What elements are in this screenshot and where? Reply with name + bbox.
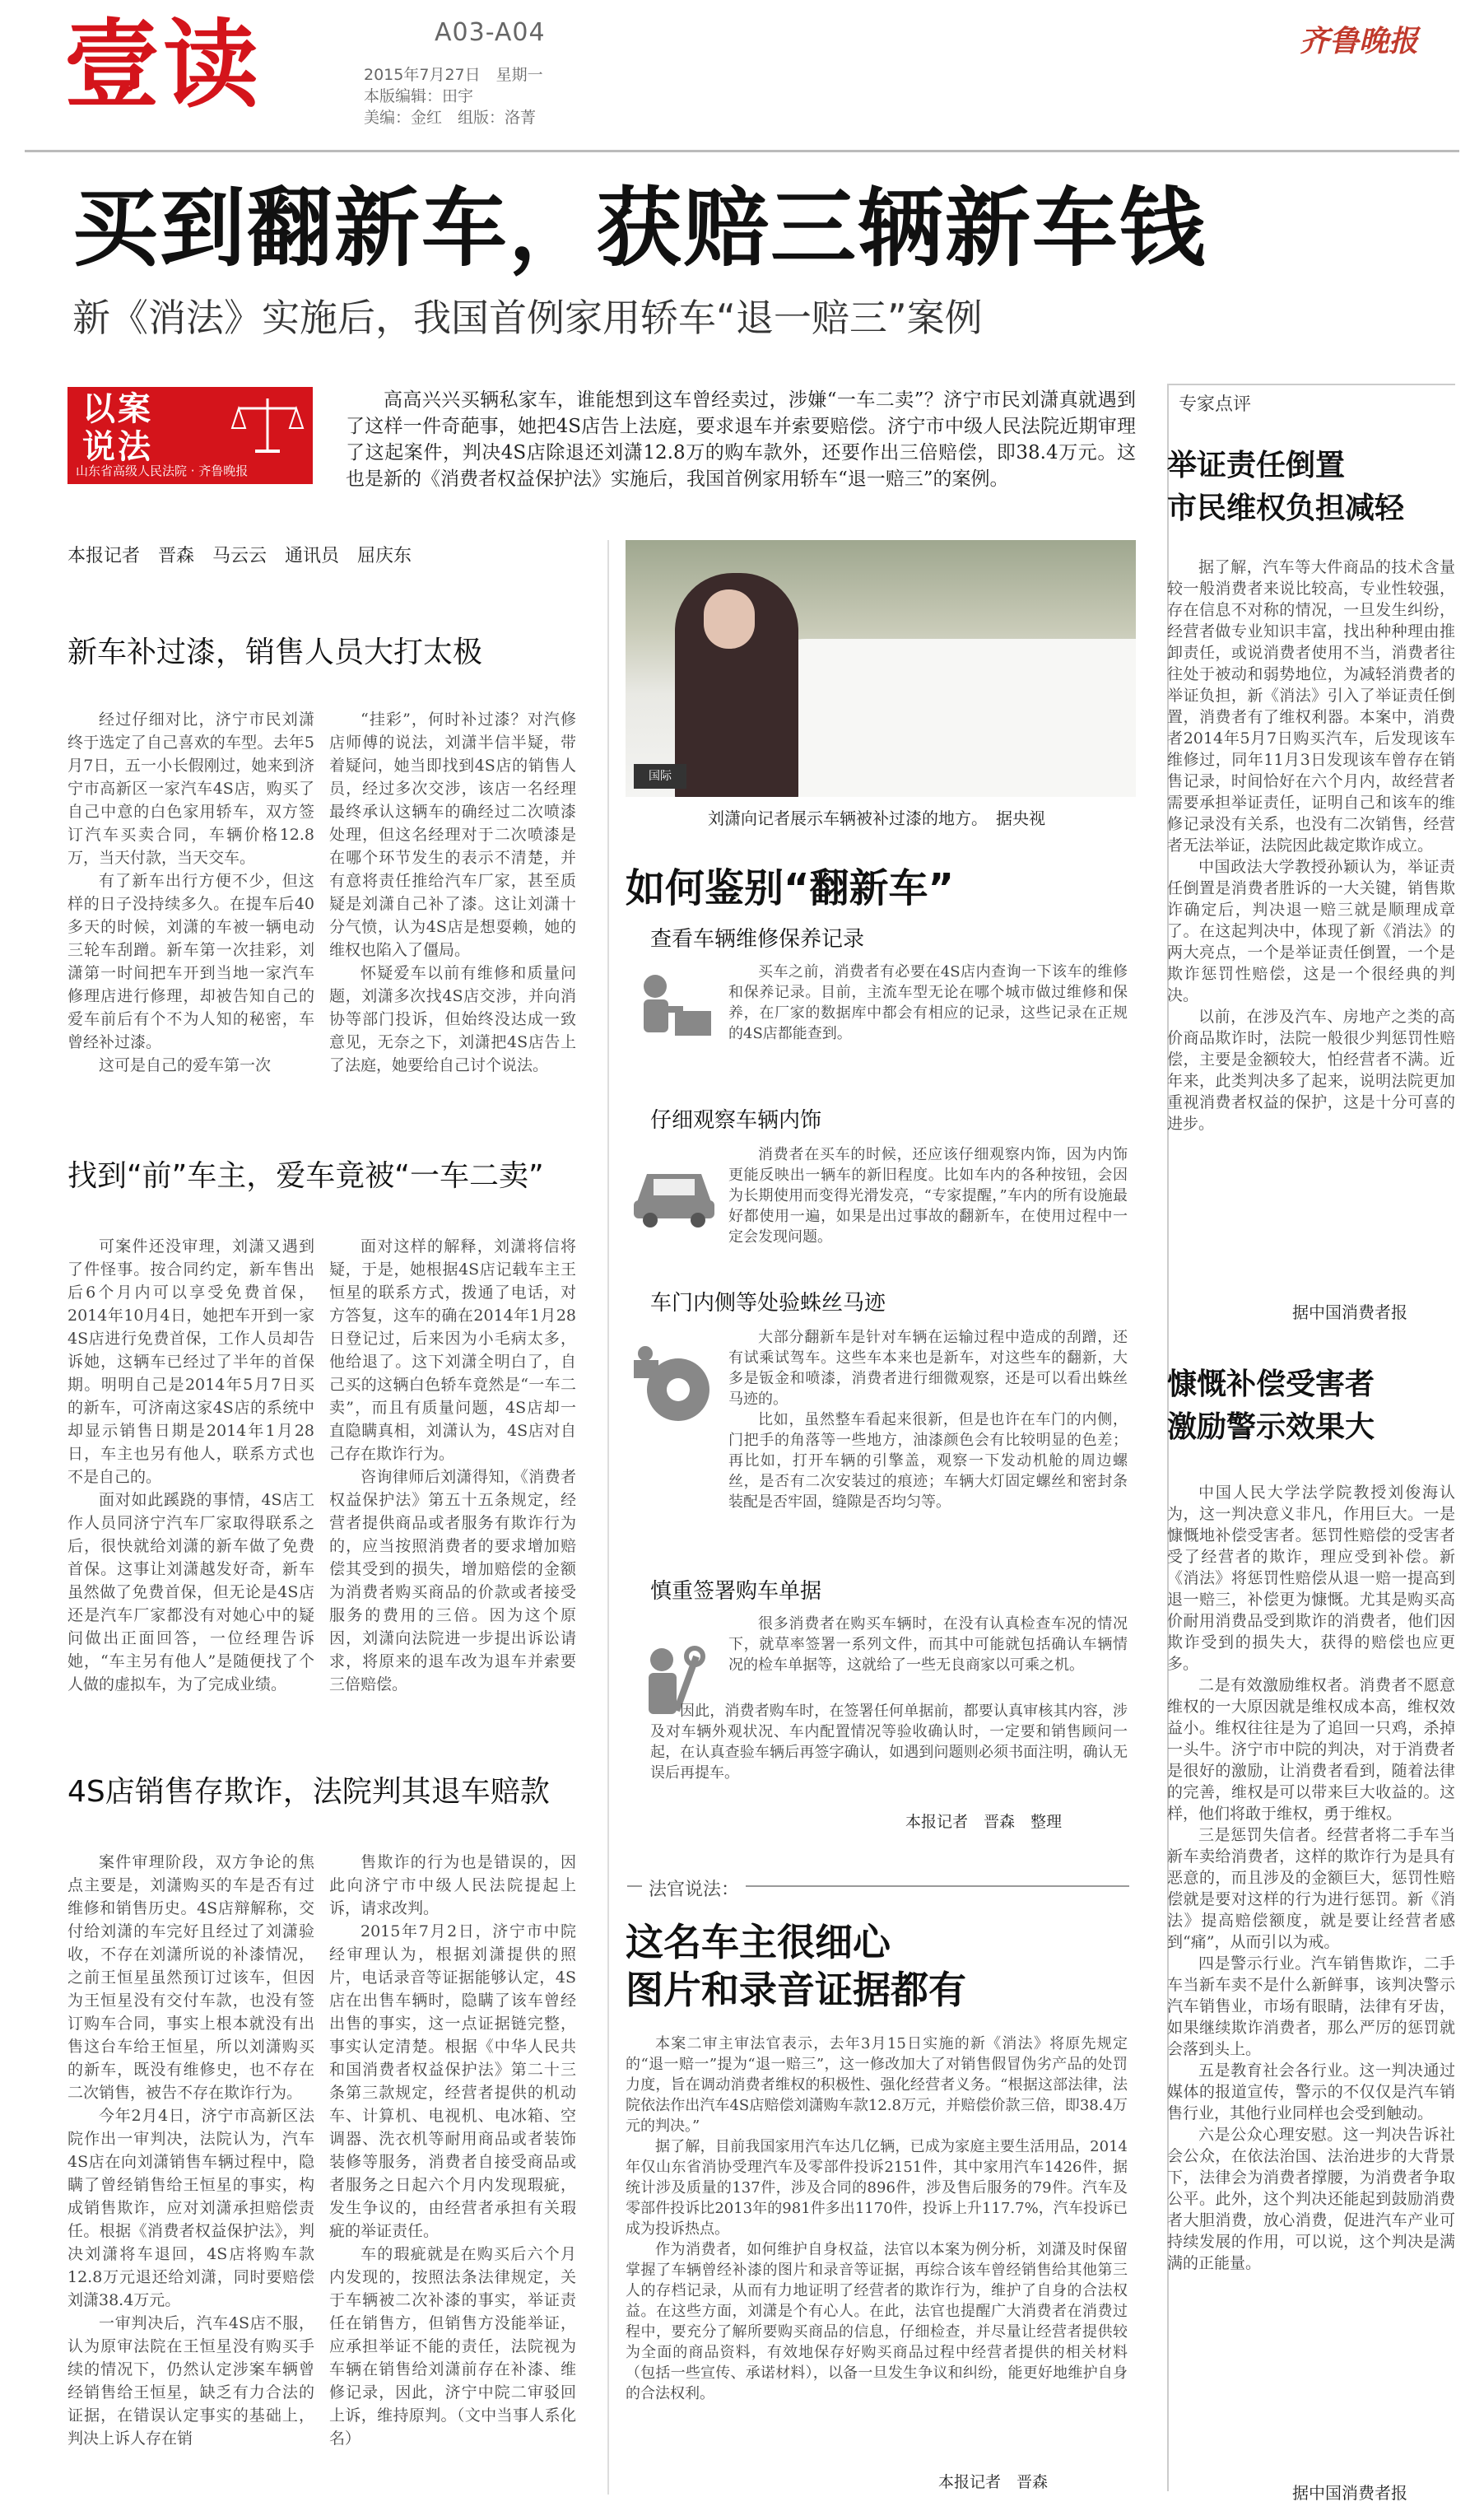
tip-title: 慎重签署购车单据: [650, 1579, 822, 1604]
tip-body: [728, 962, 1128, 1044]
face-shape: [704, 589, 755, 649]
expert-article-body: [1167, 557, 1455, 1134]
paragraph: 作为消费者，如何维护自身权益，法官以本案为例分析，刘潇及时保留掌握了车辆曾经补漆的图片和录音等证据，再综合该车曾经销售给其他第三人的存档记录，从而有力地证明了经营者的欺诈行为，维护了自身的合法权益。在这些方面，刘潇是个有心人。在此，法官也提醒广大消费者在消费过程中，要充分了解所要购买商品的信息，仔细检查，并尽量让经营者提供较为全面的商品资料，有效地保存好购买商品过程中经营者提供的相关材料（包括一些宣传、承诺材料），以备一旦发生争议和纠纷，能更好地维护自身的合法权利。: [626, 2241, 1128, 2402]
judge-tag: 法官说法：: [642, 1875, 746, 1901]
article-column: [329, 1851, 576, 2495]
article-column: [67, 708, 314, 1111]
column-logo: [67, 387, 313, 484]
paragraph: 可案件还没审理，刘潇又遇到了件怪事。按合同约定，新车售出后6个月内可以享受免费首保，2014年10月4日，她把车开到一家4S店进行免费首保，工作人员却告诉她，这辆车已经过了半年的首保期。明明自己是2014年5月7日买的新车，可济南这家4S店的系统中却显示销售日期是2014年1月28日，车主也另有他人，联系方式也不是自己的。: [67, 1237, 314, 1486]
news-photo: [626, 540, 1136, 797]
paragraph: 中国人民大学法学院教授刘俊海认为，这一判决意义非凡，作用巨大。一是慷慨地补偿受害者。惩罚性赔偿的受害者受了经营者的欺诈，理应受到补偿。新《消法》将惩罚性赔偿从退一赔一提高到退一赔三，补偿更为慷慨。尤其是购买高价耐用消费品受到欺诈的消费者，他们因欺诈受到的损失大，获得的赔偿也应更多。: [1167, 1484, 1455, 1673]
tip-body: [728, 1327, 1128, 1512]
article-column: [67, 1235, 314, 1737]
tv-logo: 国际: [634, 764, 686, 789]
column-divider: [607, 540, 609, 2495]
column-logo-title: 以案 说法: [82, 390, 153, 466]
section-title: 4S店销售存欺诈，法院判其退车赔款: [67, 1775, 550, 1809]
tips-credit: 本报记者 晋森 整理: [905, 1813, 1063, 1831]
paragraph: 今年2月4日，济宁市高新区法院作出一审判决，法院认为，汽车4S店在向刘潇销售车辆过程中，隐瞒了曾经销售给王恒星的事实，构成销售欺诈，应对刘潇承担赔偿责任。根据《消费者权益保护法》，判决刘潇将车退回，4S店将购车款12.8万元退还给刘潇，同时要赔偿刘潇38.4万元。: [67, 2107, 314, 2309]
paragraph: 本案二审主审法官表示，去年3月15日实施的新《消法》将原先规定的“退一赔一”提为“退一赔三”，这一修改加大了对销售假冒伪劣产品的处罚力度，旨在调动消费者维权的积极性、强化经营者义务。“根据这部法律，法院依法作出汽车4S店赔偿刘潇购车款12.8万元，并赔偿价款三倍，即38.4万元的判决。”: [626, 2035, 1128, 2135]
tip-body: [728, 1144, 1128, 1247]
judge-body: [626, 2033, 1128, 2404]
paragraph: 二是有效激励维权者。消费者不愿意维权的一大原因就是维权成本高，维权效益小。维权往往是为了追回一只鸡，杀掉一头牛。济宁市中院的判决，对于消费者是很好的激励，让消费者看到，随着法律的完善，维权是可以带来巨大收益的。这样，他们将敢于维权，勇于维权。: [1167, 1676, 1455, 1823]
issue-date: 2015年7月27日 星期一: [364, 66, 543, 84]
paragraph: 三是惩罚失信者。经营者将二手车当新车卖给消费者，这样的欺诈行为是具有恶意的，而且涉及的金额巨大，惩罚性赔偿就是要对这样的行为进行惩罚。新《消法》提高赔偿额度，就是要让经营者感到“痛”，从而引以为戒。: [1167, 1826, 1455, 1951]
tips-title: 如何鉴别“翻新车”: [626, 865, 955, 911]
paragraph: 车的瑕疵就是在购买后六个月内发现的，按照法条法律规定，关于车辆被二次补漆的事实，举证责任在销售方，但销售方没能举证，应承担举证不能的责任，法院视为车辆在销售给刘潇前存在补漆、维修记录，因此，济宁中院二审驳回上诉，维持原判。（文中当事人系化名）: [329, 2245, 576, 2448]
paragraph: 面对这样的解释，刘潇将信将疑，于是，她根据4S店记载车主王恒星的联系方式，拨通了电话，对方答复，这车的确在2014年1月28日登记过，后来因为小毛病太多，他给退了。这下刘潇全明白了，自己买的这辆白色轿车竟然是“一车二卖”，而且有质量问题，4S店却一直隐瞒真相，刘潇认为，4S店对自己存在欺诈行为。: [329, 1237, 576, 1463]
paragraph: 咨询律师后刘潇得知，《消费者权益保护法》第五十五条规定，经营者提供商品或者服务有欺诈行为的，应当按照消费者的要求增加赔偿其受到的损失，增加赔偿的金额为消费者购买商品的价款或者接受服务的费用的三倍。因为这个原因，刘潇向法院进一步提出诉讼请求，将原来的退车改为退车并索要三倍赔偿。: [329, 1468, 576, 1693]
paragraph: 售欺诈的行为也是错误的，因此向济宁市中级人民法院提起上诉，请求改判。: [329, 1853, 576, 1917]
column-logo-caption: 山东省高级人民法院 · 齐鲁晚报: [76, 464, 249, 478]
tip-body: [728, 1614, 1128, 1675]
expert-article-body: [1167, 1482, 1455, 2274]
paragraph: 很多消费者在购买车辆时，在没有认真检查车况的情况下，就草率签署一系列文件，而其中可能就包括确认车辆情况的检车单据等，这就给了一些无良商家以可乘之机。: [728, 1615, 1128, 1674]
scales-of-justice-icon: [230, 394, 305, 459]
paragraph: 五是教育社会各行业。这一判决通过媒体的报道宣传，警示的不仅仅是汽车销售行业，其他行业同样也会受到触动。: [1167, 2061, 1455, 2122]
header-divider: [25, 150, 1459, 152]
expert-source: 据中国消费者报: [1292, 1302, 1407, 1322]
tip-title: 查看车辆维修保养记录: [650, 927, 865, 952]
paragraph: 有了新车出行方便不少，但这样的日子没持续多久。在提车后40多天的时候，刘潇的车被一辆电动三轮车刮蹭。新车第一次挂彩，刘潇第一时间把车开到当地一家汽车修理店进行修理，却被告知自己的爱车前后有个不为人知的秘密，车曾经补过漆。: [67, 872, 314, 1051]
paragraph: 大部分翻新车是针对车辆在运输过程中造成的刮蹭，还有试乘试驾车。这些车本来也是新车，对这些车的翻新，大多是钣金和喷漆，消费者进行细微观察，还是可以看出蛛丝马迹的。: [728, 1329, 1128, 1408]
expert-tag: 专家点评: [1179, 394, 1252, 415]
paragraph: 买车之前，消费者有必要在4S店内查询一下该车的维修和保养记录。目前，主流车型无论在哪个城市做过维修和保养，在厂家的数据库中都会有相应的记录，这些记录在正规的4S店都能查到。: [728, 963, 1128, 1042]
mechanic-icon: [629, 963, 719, 1054]
article-column: [329, 708, 576, 1111]
page-range: A03-A04: [435, 18, 546, 47]
newspaper-logo: 齐鲁晚报: [1299, 24, 1418, 58]
paragraph: 据了解，汽车等大件商品的技术含量较一般消费者来说比较高，专业性较强，存在信息不对称的情况，一旦发生纠纷，经营者做专业知识丰富，找出种种理由推卸责任，或说消费者使用不当，消费者往往处于被动和弱势地位，为减轻消费者的举证负担，新《消法》引入了举证责任倒置，消费者有了维权利器。本案中，消费者2014年5月7日购买汽车，后发现该车维修过，同年11月3日发现该车曾存在销售记录，时间恰好在六个月内，故经营者需要承担举证责任，证明自己和该车的维修记录没有关系，也没有二次销售，经营者无法举证，法院因此裁定欺诈成立。: [1167, 558, 1455, 855]
paragraph: 怀疑爱车以前有维修和质量问题，刘潇多次找4S店交涉，并向消协等部门投诉，但始终没达成一致意见，无奈之下，刘潇把4S店告上了法庭，她要给自己讨个说法。: [329, 964, 576, 1074]
lead-paragraph: 高高兴兴买辆私家车，谁能想到这车曾经卖过，涉嫌“一车二卖”？济宁市民刘潇真就遇到了这样一件奇葩事，她把4S店告上法庭，要求退车并索要赔偿。济宁市中级人民法院近期审理了这起案件，判决4S店除退还刘潇12.8万的购车款外，还要作出三倍赔偿，即38.4万元。这也是新的《消费者权益保护法》实施后，我国首例家用轿车“退一赔三”的案例。: [346, 389, 1136, 490]
paragraph: 经过仔细对比，济宁市民刘潇终于选定了自己喜欢的车型。去年5月7日，五一小长假刚过，她来到济宁市高新区一家汽车4S店，购买了自己中意的白色家用轿车，双方签订汽车买卖合同，车辆价格12.8万，当天付款，当天交车。: [67, 710, 314, 867]
paragraph: 比如，虽然整车看起来很新，但是也许在车门的内侧，门把手的角落等一些地方，油漆颜色会有比较明显的色差；再比如，打开车辆的引擎盖，观察一下发动机舱的周边螺丝，是否有二次安装过的痕迹；车辆大灯固定螺丝和密封条装配是否牢固，缝隙是否均匀等。: [728, 1411, 1128, 1511]
tip-title: 仔细观察车辆内饰: [650, 1108, 822, 1133]
car-shape: [757, 639, 1136, 797]
headline: 买到翻新车，获赔三辆新车钱: [72, 178, 1207, 278]
paragraph: 四是警示行业。汽车销售欺诈，二手车当新车卖不是什么新鲜事，该判决警示汽车销售业，市场有眼睛，法律有牙齿，如果继续欺诈消费者，那么严厉的惩罚就会落到头上。: [1167, 1954, 1455, 2058]
tip-title: 车门内侧等处验蛛丝马迹: [650, 1291, 886, 1316]
judge-credit: 本报记者 晋森: [938, 2473, 1049, 2491]
byline: 本报记者 晋森 马云云 通讯员 屈庆东: [67, 546, 412, 566]
paragraph: 以前，在涉及汽车、房地产之类的高价商品欺诈时，法院一般很少判惩罚性赔偿，主要是金额较大，怕经营者不满。近年来，此类判决多了起来，说明法院更加重视消费者权益的保护，这是十分可喜的进步。: [1167, 1008, 1455, 1133]
section-title: 新车补过漆，销售人员大打太极: [67, 636, 483, 669]
paragraph: 因此，消费者购车时，在签署任何单据前，都要认真审核其内容，涉及对车辆外观状况、车内配置情况等验收确认时，一定要和销售顾问一起，在认真查验车辆后再签字确认，如遇到问题则必须书面注明，确认无误后再提车。: [650, 1703, 1128, 1782]
article-column: [67, 1851, 314, 2495]
paragraph: 消费者在买车的时候，还应该仔细观察内饰，因为内饰更能反映出一辆车的新旧程度。比如车内的各种按钮，会因为长期使用而变得光滑发亮，“专家提醒，”车内的所有设施最好都使用一遍，如果是出过事故的翻新车，在使用过程中一定会发现问题。: [728, 1146, 1128, 1246]
article-column: [329, 1235, 576, 1737]
paragraph: 这可是自己的爱车第一次: [99, 1056, 272, 1074]
paragraph: 面对如此蹊跷的事情，4S店工作人员同济宁汽车厂家取得联系之后，很快就给刘潇的新车做了免费首保。这事让刘潇越发好奇，新车虽然做了免费首保，但无论是4S店还是汽车厂家都没有对她心中的疑问做出正面回答，一位经理告诉她，“车主另有他人”是随便找了个人做的虚拟车，为了完成业绩。: [67, 1491, 314, 1693]
wheel-gear-icon: [629, 1342, 719, 1433]
paragraph: “挂彩”，何时补过漆？对汽修店师傅的说法，刘潇半信半疑，带着疑问，她当即找到4S店的销售人员，经过多次交涉，该店一名经理最终承认这辆车的确经过二次喷漆处理，但这名经理对于二次喷漆是在哪个环节发生的表示不清楚，并有意将责任推给汽车厂家，甚至质疑是刘潇自己补了漆。这让刘潇十分气愤，认为4S店是想耍赖，她的维权也陷入了僵局。: [329, 710, 576, 959]
paragraph: 案件审理阶段，双方争论的焦点主要是，刘潇购买的车是否有过维修和销售历史。4S店辩解称，交付给刘潇的车完好且经过了刘潇验收，不存在刘潇所说的补漆情况，之前王恒星虽然预订过该车，但因为王恒星没有交付车款，也没有签订购车合同，事实上根本就没有出售这台车给王恒星，所以刘潇购买的新车，既没有维修史，也不存在二次销售，被告不存在欺诈行为。: [67, 1853, 314, 2102]
tip-body: [650, 1701, 1128, 1783]
expert-article-title: 举证责任倒置 市民维权负担减轻: [1167, 449, 1405, 525]
paragraph: 据了解，目前我国家用汽车达几亿辆，已成为家庭主要生活用品，2014年仅山东省消协受理汽车及零部件投诉2151件，其中家用汽车1426件，据统计涉及质量的137件，涉及合同的896件，涉及售后服务的79件。汽车及零部件投诉比2013年的981件多出1170件，投诉上升117.7%，汽车投诉已成为投诉热点。: [626, 2138, 1128, 2238]
paragraph: 2015年7月2日，济宁市中院经审理认为，根据刘潇提供的照片，电话录音等证据能够认定，4S店在出售车辆时，隐瞒了该车曾经出售的事实，这一点证据链完整，事实认定清楚。根据《中华人民共和国消费者权益保护法》第二十三条第三款规定，经营者提供的机动车、计算机、电视机、电冰箱、空调器、洗衣机等耐用商品或者装饰装修等服务，消费者自接受商品或者服务之日起六个月内发现瑕疵，发生争议的，由经营者承担有关瑕疵的举证责任。: [329, 1922, 576, 2240]
section-title: 找到“前”车主，爱车竟被“一车二卖”: [67, 1159, 544, 1193]
photo-caption: 刘潇向记者展示车辆被补过漆的地方。 据央视: [708, 808, 1045, 828]
subheadline: 新《消法》实施后，我国首例家用轿车“退一赔三”案例: [72, 296, 983, 340]
judge-title: 这名车主很细心 图片和录音证据都有: [626, 1920, 966, 2012]
design-credit: 美编：金红 组版：洛菁: [364, 109, 537, 127]
paragraph: 六是公众心理安慰。这一判决告诉社会公众，在依法治国、法治进步的大背景下，法律会为消费者撑腰，为消费者争取公平。此外，这个判决还能起到鼓励消费者大胆消费，放心消费，促进汽车产业可持续发展的作用，可以说，这个判决是满满的正能量。: [1167, 2126, 1455, 2272]
editor-credit: 本版编辑：田宇: [364, 87, 474, 105]
expert-source: 据中国消费者报: [1292, 2483, 1407, 2503]
masthead-title: 壹读: [64, 10, 262, 121]
paragraph: 一审判决后，汽车4S店不服，认为原审法院在王恒星没有购买手续的情况下，仍然认定涉案车辆曾经销售给王恒星，缺乏有力合法的证据，在错误认定事实的基础上，判决上诉人存在销: [67, 2314, 314, 2448]
car-interior-icon: [629, 1144, 719, 1235]
expert-article-title: 慷慨补偿受害者 激励警示效果大: [1167, 1367, 1375, 1444]
paragraph: 中国政法大学教授孙颖认为，举证责任倒置是消费者胜诉的一大关键，销售欺诈确定后，判决退一赔三就是顺理成章了。在这起判决中，体现了新《消法》的两大亮点，一个是举证责任倒置，一个是欺诈惩罚性赔偿，这是一个很经典的判决。: [1167, 858, 1455, 1004]
